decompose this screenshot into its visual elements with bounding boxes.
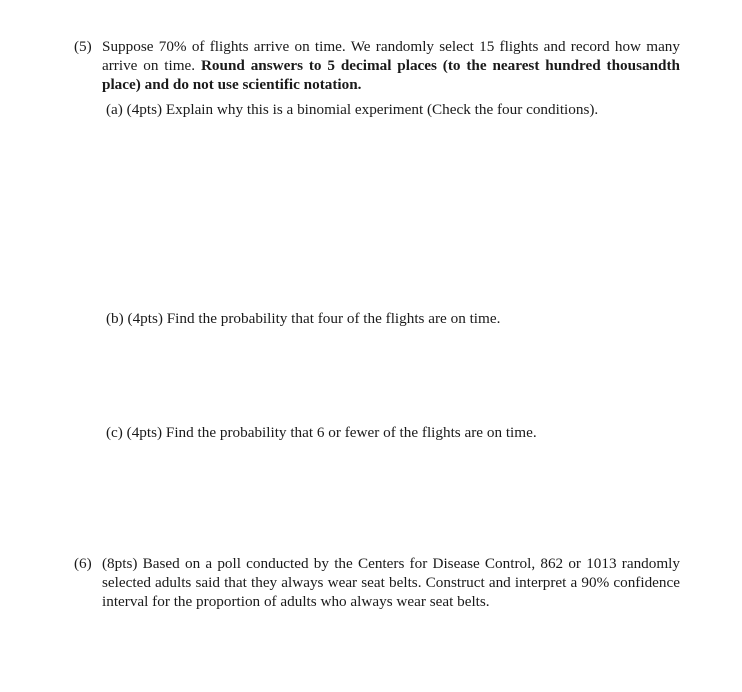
problem-5-instruction: Round answers to 5 decimal places (to the nearest hundred thousandth place) and do not use scientific notation. xyxy=(102,57,680,93)
problem-6-statement: (8pts) Based on a poll conducted by the Centers for Disease Control, 862 or 1013 randomly selected adults said that they always wear seat belts. Construct and interpret a 90% confidence interval for the proportion of adults who always wear seat belts. xyxy=(102,555,680,610)
problem-5 xyxy=(74,37,680,94)
problem-5-part-b: (b) (4pts) Find the probability that four of the flights are on time. xyxy=(106,310,501,327)
problem-5-part-c: (c) (4pts) Find the probability that 6 or fewer of the flights are on time. xyxy=(106,424,537,441)
problem-5-number: (5) xyxy=(74,38,92,55)
problem-5-part-a: (a) (4pts) Explain why this is a binomial experiment (Check the four conditions). xyxy=(106,101,599,118)
problem-6-number: (6) xyxy=(74,555,92,572)
problem-6 xyxy=(74,554,680,611)
problem-5-statement xyxy=(102,37,680,94)
problem-5-intro: Suppose 70% of flights arrive on time. We randomly select 15 flights and record how many arrive on time. xyxy=(102,38,680,74)
